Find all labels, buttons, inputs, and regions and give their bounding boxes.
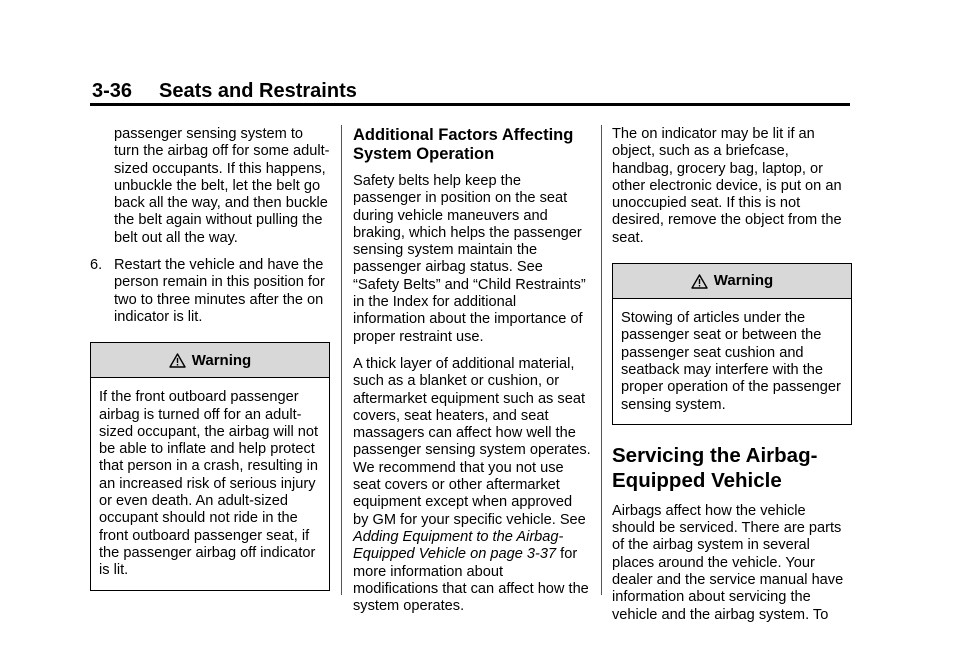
warning-title: Warning [713,272,774,290]
cross-reference-link[interactable]: Adding Equipment to the Airbag-Equipped Vehicle on page 3-37 [353,528,564,563]
warning-text: Stowing of articles under the passenger seat or between the passenger seat cushion and seatback may interfere with the proper operation of the passenger sensing system. [621,310,841,413]
section-heading: Additional Factors Affecting System Operation [353,126,574,163]
section-title: Seats and Restraints [159,80,357,102]
paragraph-text: for more information about modifications that can affect how the system operates. [353,546,589,615]
column-divider [601,125,602,595]
warning-header [91,343,329,378]
warning-triangle-icon [691,274,708,289]
paragraph [353,356,591,615]
warning-title: Warning [191,351,252,369]
header-rule [90,103,850,106]
paragraph: Safety belts help keep the passenger in position on the seat during vehicle maneuvers and braking, which helps the passenger sensing system maintain the passenger airbag status. See “Safety Belts” and “Child Restraints” in the Index for additional information about the importance of proper restraint use. [353,173,586,345]
page-header [92,80,357,103]
column-2 [353,126,591,615]
warning-triangle-icon [169,353,186,368]
list-number: 6. [90,257,103,274]
section-heading: Servicing the Airbag-Equipped Vehicle [612,443,818,492]
column-3 [612,126,852,624]
page-number: 3-36 [92,80,133,102]
list-item-6 [90,257,330,326]
warning-box [90,342,330,590]
paragraph: The on indicator may be lit if an object, such as a briefcase, handbag, grocery bag, laptop, or other electronic device, is put on an unoccupied seat. If this is not desired, remove the object from the seat. [612,126,842,246]
warning-header [613,264,851,299]
paragraph-text: A thick layer of additional material, such as a blanket or cushion, or aftermarket equipment such as seat covers, seat heaters, and seat massagers can affect how well the passenger sensing system operates. We recommend that you not use seat covers or other aftermarket equipment except when approved by GM for your specific vehicle. See [353,355,591,528]
paragraph: Airbags affect how the vehicle should be serviced. There are parts of the airbag system in several places around the vehicle. Your dealer and the service manual have information about servicing the vehicle and the airbag system. To [612,502,844,623]
column-1 [90,126,330,591]
warning-box [612,263,852,425]
column-divider [341,125,342,595]
warning-text: If the front outboard passenger airbag is turned off for an adult-sized occupant, the airbag will not be able to inflate and help protect that person in a crash, resulting in an increased risk of serious injury or even death. An adult-sized occupant should not ride in the front outboard passenger seat, if the passenger airbag off indicator is lit. [99,389,319,579]
continued-text: passenger sensing system to turn the airbag off for some adult-sized occupants. If this happens, unbuckle the belt, let the belt go back all the way, and then buckle the belt again without pulling the belt out all the way. [114,126,330,246]
list-text: Restart the vehicle and have the person remain in this position for two to three minutes after the on indicator is lit. [114,257,325,325]
